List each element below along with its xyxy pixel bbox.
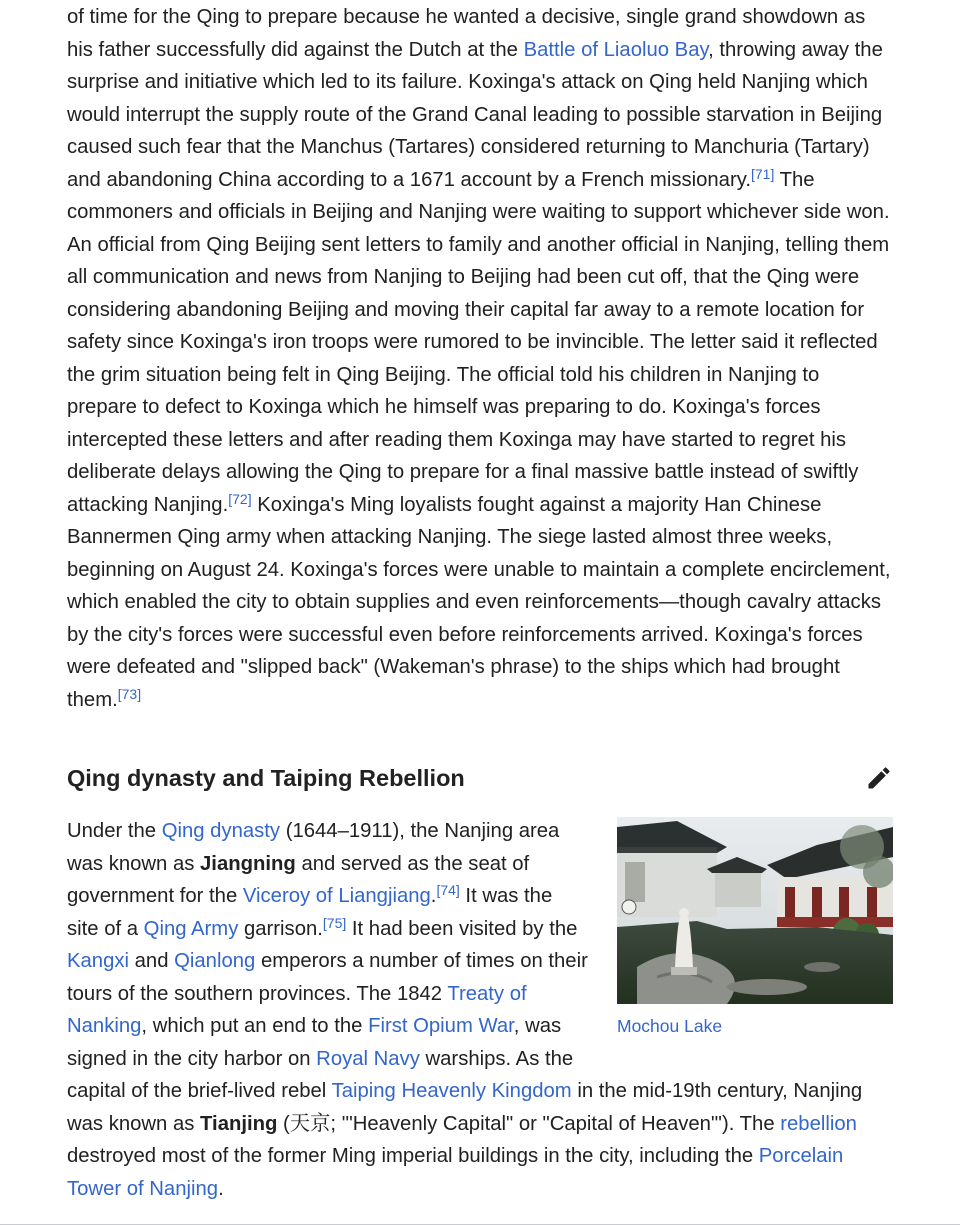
citation-74[interactable]: [74] <box>436 882 460 898</box>
link-taiping-heavenly-kingdom[interactable]: Taiping Heavenly Kingdom <box>331 1080 572 1102</box>
section-title: Qing dynasty and Taiping Rebellion <box>67 765 465 791</box>
bold-tianjing: Tianjing <box>200 1112 278 1135</box>
citation-71[interactable]: [71] <box>751 165 775 182</box>
link-porcelain-tower-of-nanjing[interactable]: Porcelain Tower of Nanjing <box>67 1145 844 1200</box>
link-rebellion[interactable]: rebellion <box>780 1112 857 1135</box>
text-run: of time for the Qing to prepare because he wanted a decisive, single grand showdown as his father successfully did against the Dutch at the <box>67 6 866 61</box>
citation-72[interactable]: [72] <box>228 490 252 507</box>
pencil-icon-graphic <box>865 764 893 792</box>
text-run: , which put an end to the <box>141 1015 369 1037</box>
text-run: Under the <box>67 820 162 842</box>
text-run: and <box>129 950 175 972</box>
section-body <box>67 815 893 1205</box>
citation-75[interactable]: [75] <box>322 914 347 931</box>
text-run: destroyed most of the former Ming imperial buildings in the city, including the <box>67 1145 759 1167</box>
text-run: , was signed in the city harbor on <box>67 1015 562 1070</box>
text-run: It had been visited by the <box>346 917 578 940</box>
figure-caption[interactable]: Mochou Lake <box>617 1016 723 1036</box>
text-run: warships. As the capital of the brief-lived rebel <box>67 1047 574 1102</box>
link-kangxi[interactable]: Kangxi <box>67 950 130 972</box>
link-treaty-of-nanking[interactable]: Treaty of Nanking <box>67 982 527 1037</box>
text-run: (天京; '"Heavenly Capital" or "Capital of Heaven"'). The <box>277 1112 781 1135</box>
bold-jiangning: Jiangning <box>200 852 296 875</box>
pencil-icon[interactable] <box>865 764 893 792</box>
text-run: Koxinga's Ming loyalists fought against a majority Han Chinese Bannermen Qing army when attacking Nanjing. The siege lasted almost three weeks, beginning on August 24. Koxinga's forces were unable to maintain a complete encirclement, which enabled the city to obtain supplies and even reinforcements—though cavalry attacks by the city's forces were successful even before reinforcements arrived. Koxinga's forces were defeated and "slipped back" (Wakeman's phrase) to the ships which had brought them. <box>67 493 891 711</box>
figure-mochou-lake <box>617 817 893 1038</box>
text-run: garrison. <box>238 917 323 940</box>
citation-73[interactable]: [73] <box>117 685 142 702</box>
article-content <box>67 0 893 716</box>
text-run: and served as the seat of government for the <box>67 852 530 907</box>
link-qianlong[interactable]: Qianlong <box>174 950 256 972</box>
text-run: . <box>218 1177 224 1200</box>
mochou-lake-image[interactable] <box>617 817 893 1004</box>
text-run: . <box>430 885 437 907</box>
link-qing-dynasty[interactable]: Qing dynasty <box>161 820 281 842</box>
link-battle-of-liaoluo-bay[interactable]: Battle of Liaoluo Bay <box>523 38 709 61</box>
intro-paragraph <box>67 1 893 716</box>
text-run: The commoners and officials in Beijing and Nanjing were waiting to support whichever side won. An official from Qing Beijing sent letters to family and another official in Nanjing, telling them all communication and news from Nanjing to Beijing had been cut off, that the Qing were considering abandoning Beijing and moving their capital far away to a remote location for safety since Koxinga's iron troops were rumored to be invincible. The letter said it reflected the grim situation being felt in Qing Beijing. The official told his children in Nanjing to prepare to defect to Koxinga which he himself was preparing to do. Koxinga's forces intercepted these letters and after reading them Koxinga may have started to regret his deliberate delays allowing the Qing to prepare for a final massive battle instead of swiftly attacking Nanjing. <box>67 168 890 516</box>
section-header <box>67 758 893 798</box>
link-first-opium-war[interactable]: First Opium War <box>368 1015 514 1037</box>
text-run: , throwing away the surprise and initiative which led to its failure. Koxinga's attack on Qing held Nanjing which would interrupt the supply route of the Grand Canal leading to possible starvation in Beijing caused such fear that the Manchus (Tartares) considered returning to Manchuria (Tartary) and abandoning China according to a 1671 account by a French missionary. <box>67 38 883 191</box>
text-run: It was the site of a <box>67 885 553 940</box>
text-run: in the mid-19th century, Nanjing was known as <box>67 1080 863 1135</box>
link-royal-navy[interactable]: Royal Navy <box>316 1047 420 1070</box>
text-run: (1644–1911), the Nanjing area was known as <box>67 820 560 875</box>
text-run: emperors a number of times on their tours of the southern provinces. The 1842 <box>67 950 588 1005</box>
link-viceroy-of-liangjiang[interactable]: Viceroy of Liangjiang <box>242 885 431 907</box>
link-qing-army[interactable]: Qing Army <box>143 917 239 940</box>
